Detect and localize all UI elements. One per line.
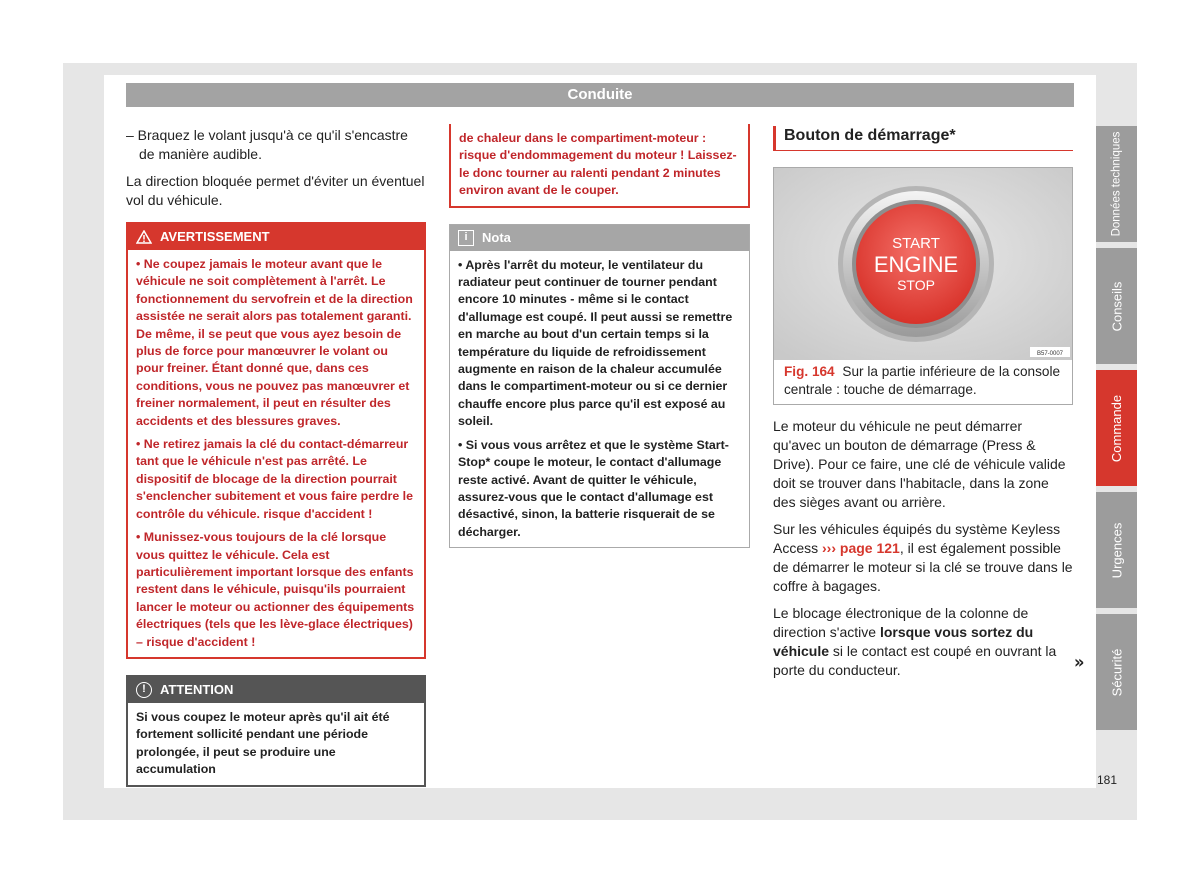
text-run: Sur les véhicules équipés du système Keyless Access: [773, 521, 1061, 556]
body-paragraph: La direction bloquée permet d'éviter un éventuel vol du véhicule.: [126, 173, 425, 208]
warning-bullet: • Ne retirez jamais la clé du contact-démarreur tant que le véhicule n'est pas arrêté. Le dispositif de blocage de la direction pourrait s'enclencher subitement et vous faire perdre le contrôle du véhicule. risque d'accident !: [136, 437, 414, 521]
tab-donnees-techniques[interactable]: [1096, 126, 1137, 242]
note-header: [450, 225, 749, 251]
figure-caption-text: Sur la partie inférieure de la console centrale : touche de démarrage.: [784, 364, 1061, 397]
warning-body: [128, 250, 424, 657]
body-paragraph: Le moteur du véhicule ne peut démarrer qu'avec un bouton de démarrage (Press & Drive). Pour ce faire, une clé de véhicule valide doit se trouver dans l'habitacle, dans la zone des sièges avant ou arrière.: [773, 418, 1066, 510]
button-label-start: START: [892, 235, 940, 252]
note-bullet: • Après l'arrêt du moteur, le ventilateur du radiateur peut continuer de tourner pendant encore 10 minutes - même si le contact d'allumage est coupé. Il peut aussi se remettre en marche au bout d'un certain temps si la température du liquide de refroidissement augmente en raison de la chaleur accumulée dans le compartiment-moteur ou si ce dernier chauffe encore plus parce qu'il est exposé au soleil.: [458, 257, 733, 429]
text-run: , il est également possible de démarrer le moteur si la clé se trouve dans le coffre à bagages.: [773, 540, 1073, 594]
warning-bullet: • Ne coupez jamais le moteur avant que le véhicule ne soit complètement à l'arrêt. Le fonctionnement du servofrein et de la direction assistée ne serait alors pas totalement garanti. De même, il se peut que vous ayez besoin de plus de force pour manœuvrer le volant ou pour freiner. Étant donné que, dans ces conditions, vous ne pouvez pas manœuvrer et freiner normalement, il peut en résulter des accidents et des blessures graves.: [136, 257, 413, 428]
button-label-stop: STOP: [897, 277, 935, 293]
note-title: Nota: [482, 229, 511, 245]
body-paragraph: [773, 604, 1073, 680]
attention-title: ATTENTION: [160, 681, 234, 697]
warning-title: AVERTISSEMENT: [160, 229, 270, 244]
button-label-engine: ENGINE: [873, 252, 959, 277]
column-middle: [449, 126, 750, 548]
instruction-item: – Braquez le volant jusqu'à ce qu'il s'encastre de manière audible.: [126, 127, 408, 162]
column-left: [126, 126, 426, 787]
attention-body: Si vous coupez le moteur après qu'il ait été fortement sollicité pendant une période prolongée, il peut se produire une accumulation: [136, 709, 390, 777]
note-body: [450, 251, 749, 548]
text-run: Le blocage électronique de la colonne de direction s'active: [773, 605, 1029, 640]
text-run: si le contact est coupé en ouvrant la porte du conducteur.: [773, 643, 1057, 678]
note-box: [449, 224, 750, 549]
warning-bullet: • Munissez-vous toujours de la clé lorsque vous quittez le véhicule. Cela est particulièrement important lorsque des enfants restent dans le véhicule, puisqu'ils pourraient lancer le moteur ou actionner des équipements électriques (tels que les lève-glace électriques) – risque d'accident !: [136, 530, 415, 649]
page-reference-link[interactable]: ››› page 121: [822, 540, 900, 556]
warning-header: [128, 224, 424, 250]
tab-urgences[interactable]: [1096, 492, 1137, 608]
figure-number: Fig. 164: [784, 364, 835, 379]
note-bullet: • Si vous vous arrêtez et que le système Start-Stop* coupe le moteur, le contact d'allumage reste activé. Avant de quitter le véhicule, assurez-vous que le contact d'allumage est désactivé, sinon, la batterie risquerait de se décharger.: [458, 437, 729, 539]
tab-conseils[interactable]: [1096, 248, 1137, 364]
attention-header: [128, 677, 424, 703]
info-icon: i: [458, 230, 474, 246]
section-title: Bouton de démarrage*: [773, 126, 1073, 151]
figure: [773, 167, 1073, 405]
warning-box: [126, 222, 426, 659]
column-right: [773, 126, 1073, 688]
tab-commande[interactable]: [1096, 370, 1137, 486]
warning-triangle-icon: [136, 230, 152, 244]
figure-caption: [774, 360, 1072, 404]
attention-box: [126, 675, 426, 787]
tab-label: Données techniques: [1110, 131, 1123, 237]
start-engine-button-illustration: [774, 168, 1072, 360]
body-paragraph: [773, 520, 1073, 596]
tab-label: Sécurité: [1109, 648, 1125, 696]
tab-label: Commande: [1109, 394, 1125, 462]
continue-marker: »: [1074, 652, 1085, 673]
figure-code: B57-0007: [1036, 351, 1064, 357]
page-number: 181: [1097, 773, 1118, 787]
bold-text-run: lorsque vous sortez du véhicule: [773, 624, 1034, 659]
tab-label: Conseils: [1109, 281, 1125, 331]
tab-label: Urgences: [1109, 522, 1125, 578]
start-button-photo: [774, 168, 1072, 360]
chapter-header: Conduite: [126, 83, 1074, 107]
attention-continuation: de chaleur dans le compartiment-moteur : risque d'endommagement du moteur ! Laissez-le donc tourner au ralenti pendant 2 minutes environ avant de le couper.: [449, 124, 750, 208]
exclamation-circle-icon: !: [136, 682, 152, 698]
tab-securite[interactable]: [1096, 614, 1137, 730]
